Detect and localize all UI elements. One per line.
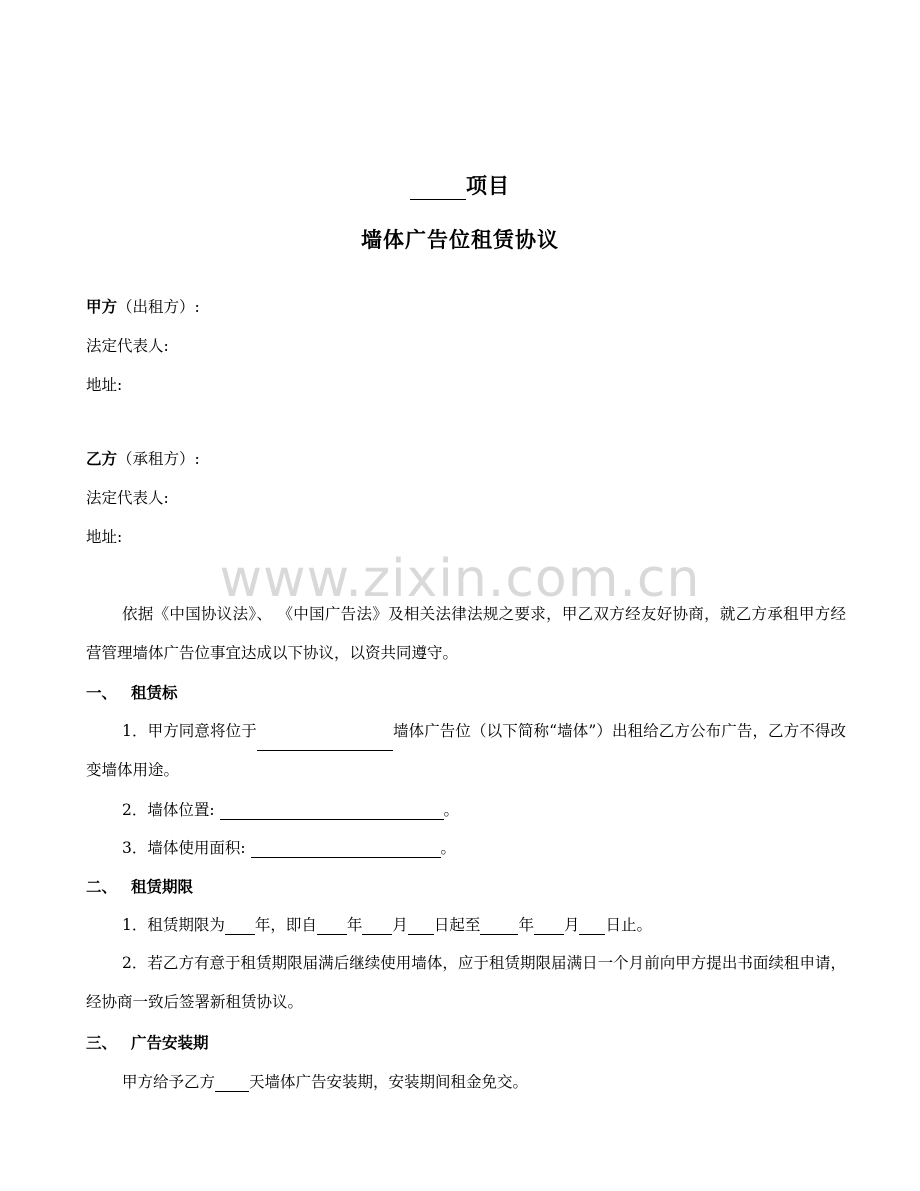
end-year-blank — [480, 916, 518, 935]
section-1-number: 一、 — [86, 684, 118, 702]
watermark: www.zixin.com.cn — [219, 549, 701, 609]
section-3-text-a: 甲方给予乙方 — [122, 1073, 216, 1091]
start-month-unit: 月 — [392, 916, 408, 934]
party-a-address: 地址: — [86, 376, 123, 394]
section-2-title: 租赁期限 — [131, 878, 194, 896]
section-1-item-3-end: 。 — [440, 839, 457, 857]
section-1-item-2-end: 。 — [443, 801, 460, 819]
intro-paragraph: 依据《中国协议法》、 《中国广告法》及相关法律法规之要求，甲乙双方经友好协商，就乙方承租甲方经营管理墙体广告位事宜达成以下协议，以资共同遵守。 — [86, 605, 846, 662]
section-1-title: 租赁标 — [131, 684, 178, 702]
end-year-unit: 年 — [518, 916, 534, 934]
end-month-unit: 月 — [563, 916, 580, 934]
section-3-heading — [86, 1033, 209, 1053]
section-2-item-2: 2．若乙方有意于租赁期限届满后继续使用墙体，应于租赁期限届满日一个月前向甲方提出书面续租申请，经协商一致后签署新租赁协议。 — [86, 954, 846, 1011]
section-1-item-2 — [122, 800, 459, 820]
section-1-item-1 — [86, 712, 846, 790]
lease-term-label: 1．租赁期限为 — [122, 916, 225, 934]
section-1-item-2-label: 2．墙体位置: — [122, 801, 215, 819]
end-month-blank — [534, 916, 564, 935]
party-a-label: 甲方 — [86, 298, 118, 316]
lease-years-unit: 年，即自 — [254, 916, 317, 934]
end-day-blank — [579, 916, 605, 935]
section-1-item-3-label: 3．墙体使用面积: — [122, 839, 246, 857]
end-day-unit: 日止。 — [605, 916, 652, 934]
start-year-blank — [317, 916, 347, 935]
section-2-number: 二、 — [86, 878, 118, 896]
wall-position-blank — [220, 801, 444, 820]
project-title — [0, 170, 920, 200]
party-a-rep: 法定代表人: — [86, 337, 169, 355]
project-title-suffix: 项目 — [466, 174, 510, 198]
lease-years-blank — [225, 916, 255, 935]
section-3-text — [122, 1072, 528, 1092]
section-3-title: 广告安装期 — [131, 1034, 209, 1052]
party-b-line — [86, 449, 200, 469]
start-day-blank — [408, 916, 434, 935]
document-title: 墙体广告位租赁协议 — [361, 228, 559, 252]
start-year-unit: 年 — [346, 916, 363, 934]
section-1-item-1-text-b: 墙体广告位（以下简称“墙体”）出租给乙方公布广告，乙方不得改变墙体用途。 — [86, 722, 846, 779]
location-blank — [257, 732, 393, 751]
start-day-unit: 日起至 — [433, 916, 481, 934]
section-3-text-b: 天墙体广告安装期，安装期间租金免交。 — [249, 1073, 529, 1091]
section-1-heading — [86, 683, 178, 703]
project-name-blank — [410, 175, 466, 200]
party-a-role: （出租方）: — [117, 298, 200, 316]
section-3-number: 三、 — [86, 1034, 118, 1052]
party-b-address: 地址: — [86, 528, 123, 546]
party-a-line — [86, 297, 200, 317]
start-month-blank — [362, 916, 392, 935]
party-b-label: 乙方 — [86, 450, 118, 468]
party-b-role: （承租方）: — [117, 450, 200, 468]
section-1-item-3 — [122, 838, 456, 858]
party-b-rep: 法定代表人: — [86, 489, 169, 507]
section-1-item-1-text-a: 1．甲方同意将位于 — [122, 722, 257, 740]
wall-area-blank — [251, 839, 441, 858]
section-2-item-1 — [122, 915, 652, 935]
install-days-blank — [215, 1073, 249, 1092]
section-2-heading — [86, 877, 193, 897]
